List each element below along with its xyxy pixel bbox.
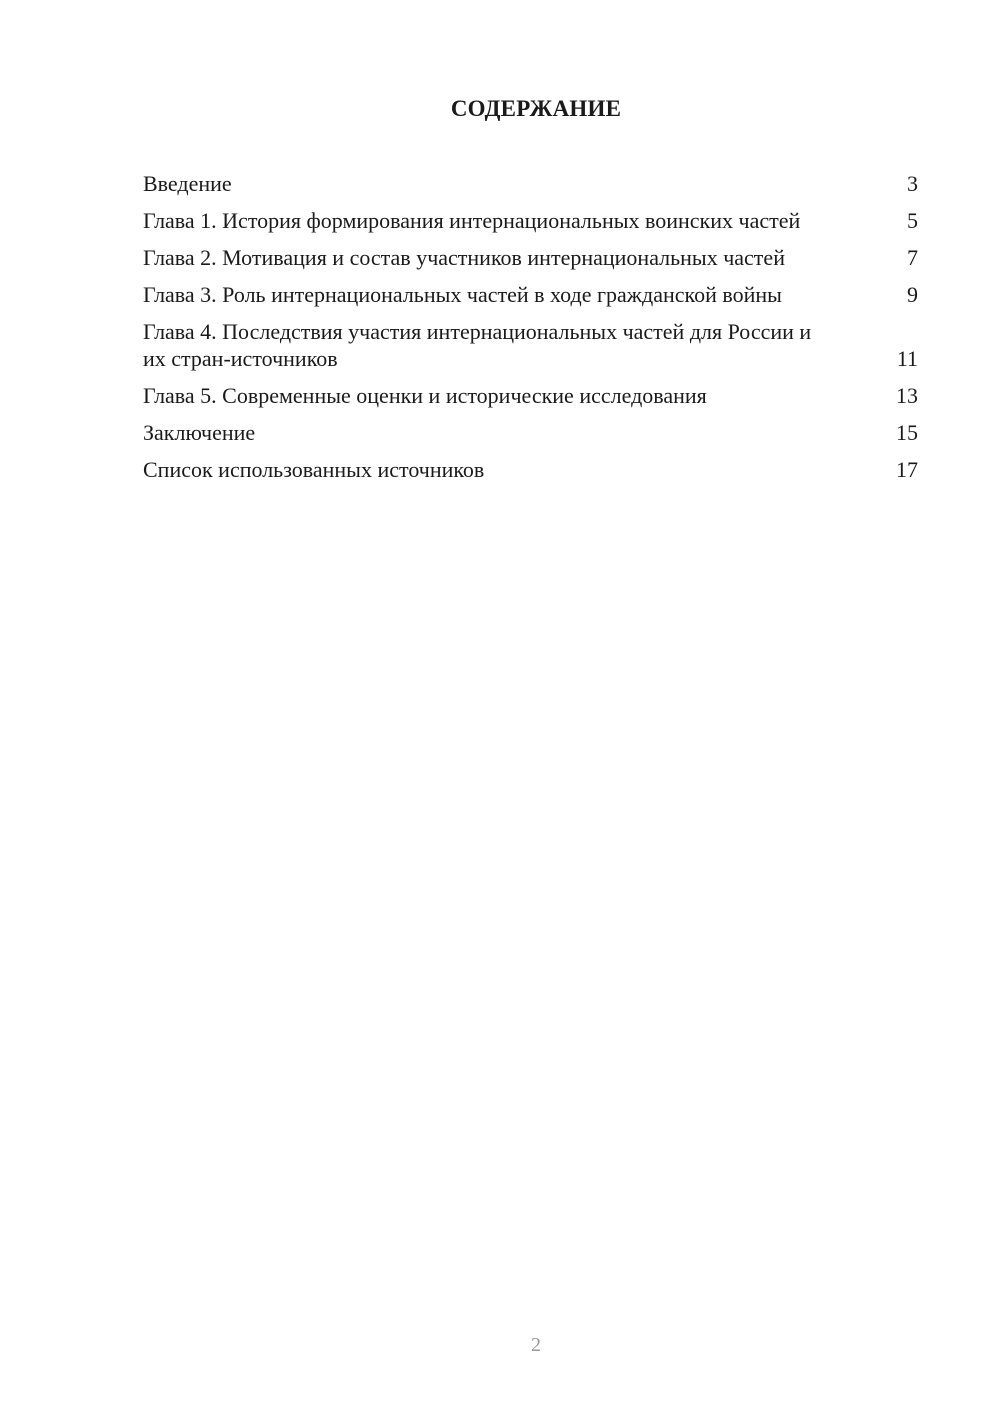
page-number: 2 xyxy=(531,1334,541,1356)
toc-entry-title: Глава 5. Современные оценки и исторические исследования xyxy=(143,383,707,408)
toc-entry-title: Список использованных источников xyxy=(143,457,485,482)
toc-entry-page: 13 xyxy=(896,383,918,408)
toc-entry-page: 15 xyxy=(896,420,918,445)
toc-entry-chapter-3 xyxy=(143,281,918,308)
toc-entry-chapter-1 xyxy=(143,207,918,234)
toc-entry-chapter-4 xyxy=(143,318,918,372)
toc-entry-title: Заключение xyxy=(143,420,256,445)
toc-entry-title: Глава 2. Мотивация и состав участников интернациональных частей xyxy=(143,245,785,270)
toc-entry-introduction xyxy=(143,170,918,197)
toc-entry-chapter-2 xyxy=(143,244,918,271)
toc-entry-page: 17 xyxy=(896,457,918,482)
toc-entry-page: 5 xyxy=(907,208,918,233)
toc-entry-page: 9 xyxy=(907,282,918,307)
toc-entry-title: Глава 4. Последствия участия интернациональных частей для России и их стран-источников xyxy=(143,319,812,371)
page-title: СОДЕРЖАНИЕ xyxy=(450,96,622,121)
table-of-contents xyxy=(143,170,918,493)
toc-entry-references xyxy=(143,456,918,483)
toc-entry-title: Глава 1. История формирования интернациональных воинских частей xyxy=(143,208,801,233)
toc-entry-chapter-5 xyxy=(143,382,918,409)
toc-entry-title: Введение xyxy=(143,171,232,196)
toc-entry-conclusion xyxy=(143,419,918,446)
toc-entry-page: 3 xyxy=(907,171,918,196)
toc-entry-title: Глава 3. Роль интернациональных частей в ходе гражданской войны xyxy=(143,282,782,307)
toc-entry-page: 7 xyxy=(907,245,918,270)
toc-entry-page: 11 xyxy=(896,346,918,371)
